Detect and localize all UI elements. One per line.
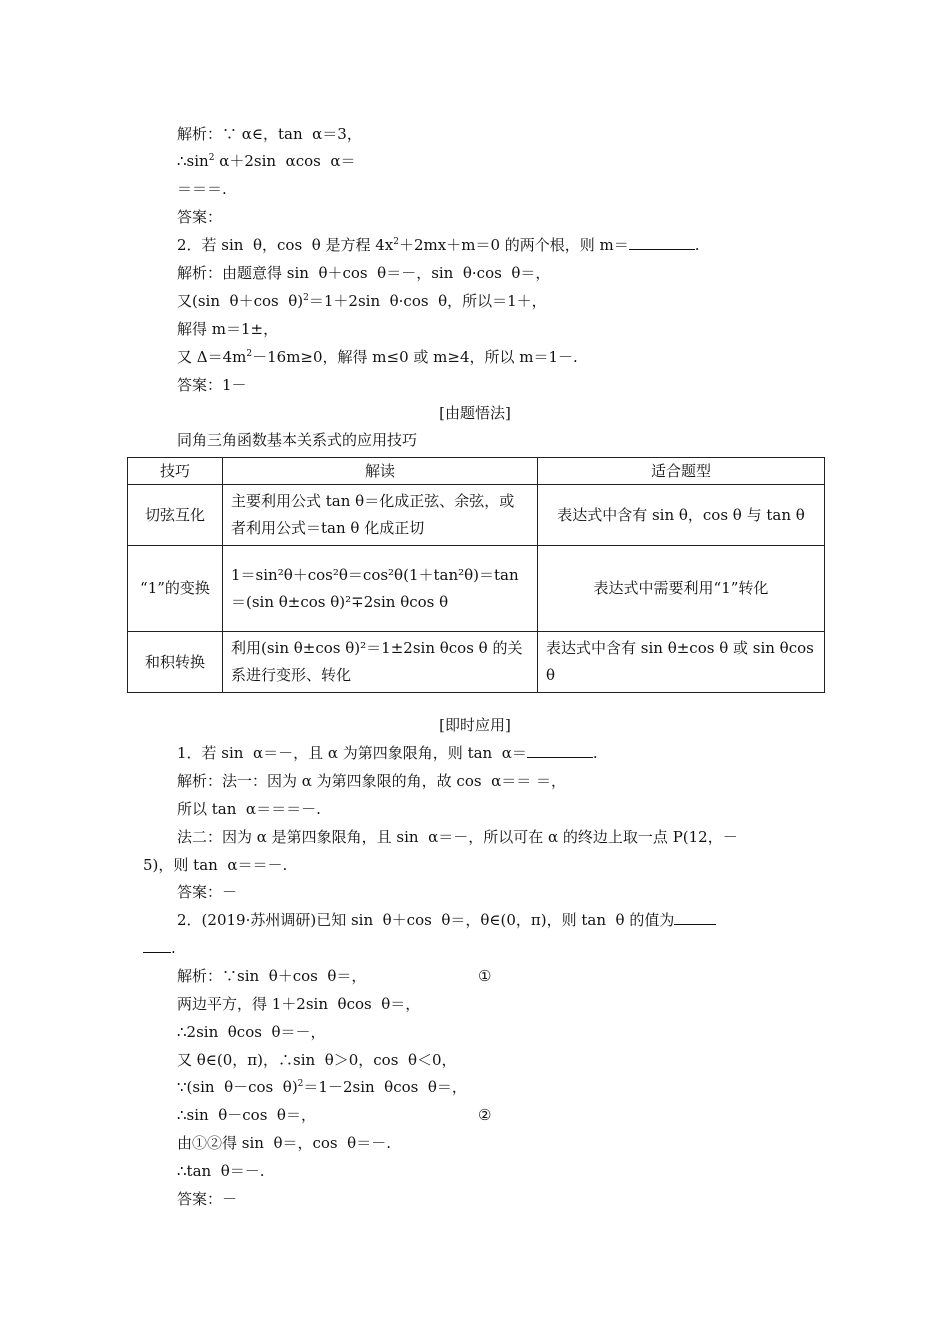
table-cell-reading: 利用(sin θ±cos θ)²＝1±2sin θcos θ 的关系进行变形、转化 — [223, 632, 538, 693]
section-heading: [由题悟法] — [439, 404, 511, 422]
solution-line: 又 θ∈(0，π)，∴sin θ＞0，cos θ＜0， — [177, 1051, 457, 1069]
solution-line: 又(sin θ＋cos θ)$^2$＝1＋2sin θ·cos θ，所以＝1＋， — [177, 292, 547, 310]
solution-line: 解析：法一：因为 α 为第四象限的角，故 cos α＝＝ ＝， — [177, 772, 566, 790]
table-row — [128, 632, 825, 693]
solution-line: 解得 m＝1±， — [177, 320, 279, 338]
solution-line: ∴2sin θcos θ＝－， — [177, 1023, 326, 1041]
answer-blank — [629, 235, 695, 250]
column-header: 技巧 — [128, 458, 223, 485]
question-2-continuation: . — [143, 938, 176, 958]
solution-line: 5)，则 tan α＝＝－. — [143, 856, 288, 874]
question-1: 1．若 sin α＝－，且 α 为第四象限角，则 tan α＝ . — [177, 744, 598, 762]
solution-line: $\therefore\sin^2$ α＋2sin αcos α＝ — [177, 152, 356, 170]
solution-line: 解析：∵ α∈，tan α＝3， — [177, 125, 362, 143]
column-header: 解读 — [223, 458, 538, 485]
solution-line: 由①②得 sin θ＝，cos θ＝－. — [177, 1134, 391, 1152]
table-cell-fit: 表达式中含有 sin θ±cos θ 或 sin θcos θ — [538, 632, 825, 693]
table-cell-reading: 主要利用公式 tan θ＝化成正弦、余弦，或者利用公式＝tan θ 化成正切 — [223, 485, 538, 546]
answer-line: 答案： — [177, 208, 223, 226]
solution-line: ∴sin θ－cos θ＝， — [177, 1106, 316, 1124]
table-cell-fit: 表达式中含有 sin θ，cos θ 与 tan θ — [538, 485, 825, 546]
answer-line: 答案：－ — [177, 1190, 238, 1208]
solution-line: 解析：由题意得 sin θ＋cos θ＝－，sin θ·cos θ＝， — [177, 264, 551, 282]
question-2: 2．若 sin θ，cos θ 是方程 $4x^2+2mx+m=0$ 的两个根，则 m＝ . — [177, 236, 700, 254]
answer-line: 答案：1－ — [177, 376, 247, 394]
solution-line: 两边平方，得 1＋2sin θcos θ＝， — [177, 995, 421, 1013]
section-heading: [即时应用] — [439, 716, 511, 734]
equation-number: ① — [478, 967, 492, 985]
answer-blank — [143, 938, 171, 953]
table-header-row — [128, 458, 825, 485]
techniques-table — [127, 457, 825, 693]
solution-line: ∴tan θ＝－. — [177, 1162, 265, 1180]
table-row — [128, 485, 825, 546]
equation-number: ② — [478, 1106, 492, 1124]
solution-line: 又 $\Delta=4m^2-16m\ge 0$，解得 m≤0 或 m≥4，所以 m＝1－. — [177, 348, 578, 366]
column-header: 适合题型 — [538, 458, 825, 485]
solution-line: 所以 tan α＝＝＝－. — [177, 800, 321, 818]
solution-line: 解析：∵sin θ＋cos θ＝， — [177, 967, 367, 985]
table-cell-skill: 和积转换 — [128, 632, 223, 693]
question-2: 2．(2019·苏州调研)已知 sin θ＋cos θ＝，θ∈(0，π)，则 tan θ 的值为 — [177, 910, 716, 930]
answer-line: 答案：－ — [177, 883, 238, 901]
answer-blank — [674, 910, 716, 925]
answer-blank — [527, 743, 593, 758]
solution-line: ＝＝＝. — [177, 180, 227, 198]
table-cell-reading: 1＝sin²θ＋cos²θ＝cos²θ(1＋tan²θ)＝tan＝(sin θ±cos θ)²∓2sin θcos θ — [223, 546, 538, 632]
solution-line: ∵(sin θ－cos θ)$^2$＝1－2sin θcos θ＝， — [177, 1078, 467, 1096]
table-title: 同角三角函数基本关系式的应用技巧 — [177, 431, 418, 449]
table-cell-fit: 表达式中需要利用“1”转化 — [538, 546, 825, 632]
table-cell-skill: “1”的变换 — [128, 546, 223, 632]
table-row — [128, 546, 825, 632]
table-cell-skill: 切弦互化 — [128, 485, 223, 546]
solution-line: 法二：因为 α 是第四象限角，且 sin α＝－，所以可在 α 的终边上取一点 P(12，－ — [177, 828, 738, 846]
